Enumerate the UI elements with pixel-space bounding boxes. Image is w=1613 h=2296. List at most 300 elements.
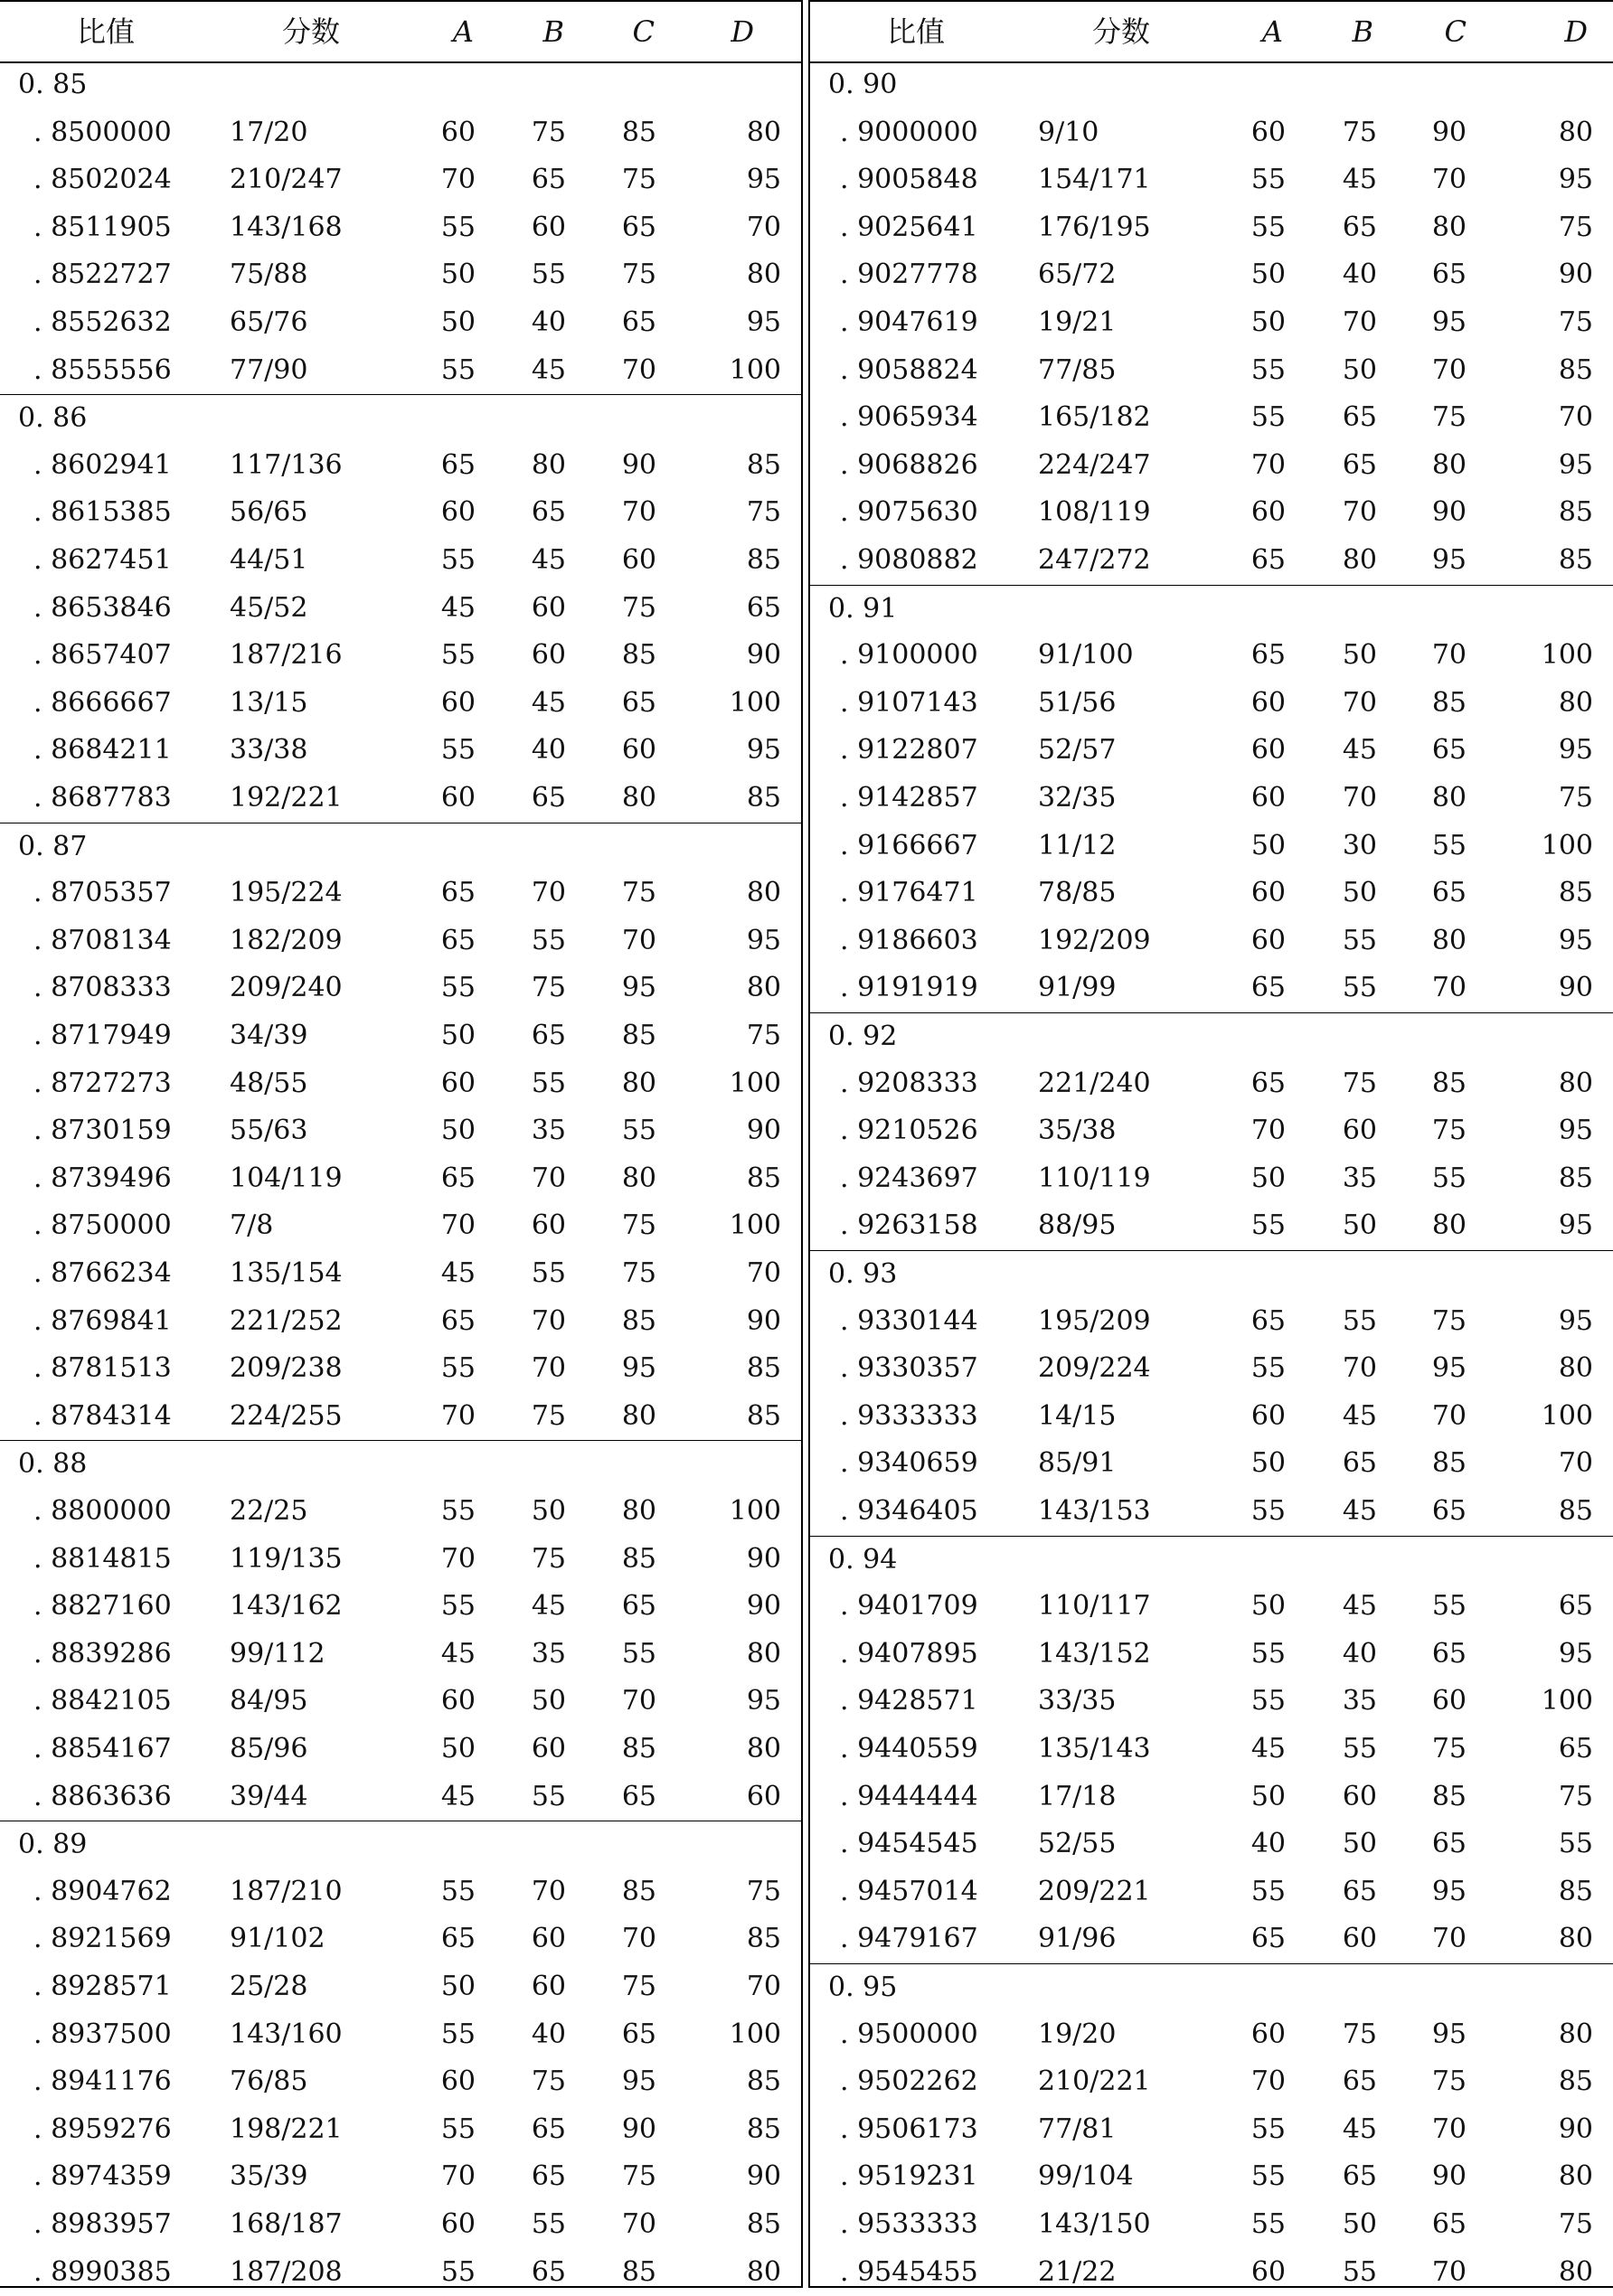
score-c: 65 <box>621 1780 656 1812</box>
fraction-value: 135/154 <box>230 1257 343 1289</box>
fraction-value: 51/56 <box>1038 686 1117 719</box>
ratio-value: . 8657407 <box>33 639 172 672</box>
score-a: 50 <box>440 259 476 291</box>
table-row <box>0 1536 801 1584</box>
score-a: 65 <box>1250 544 1286 576</box>
score-d: 100 <box>729 2018 781 2050</box>
score-a: 55 <box>440 1352 476 1385</box>
ratio-value: . 9500000 <box>840 2018 978 2050</box>
score-d: 75 <box>1558 2208 1593 2240</box>
table-row <box>0 1631 801 1679</box>
score-d: 85 <box>746 448 781 481</box>
ratio-value: . 8502024 <box>33 164 172 196</box>
score-b: 50 <box>1342 1209 1377 1242</box>
ratio-value: . 9454545 <box>840 1828 978 1860</box>
score-c: 80 <box>1431 924 1467 956</box>
score-a: 65 <box>1250 639 1286 672</box>
score-c: 75 <box>1431 1733 1467 1764</box>
fraction-value: 192/221 <box>230 782 343 814</box>
score-b: 65 <box>1342 448 1377 481</box>
ratio-value: . 9243697 <box>840 1162 978 1194</box>
group-label: 0. 92 <box>828 1021 898 1052</box>
ratio-value: . 9407895 <box>840 1637 978 1670</box>
score-a: 55 <box>440 353 476 386</box>
score-b: 35 <box>531 1115 566 1147</box>
score-d: 95 <box>1558 164 1593 196</box>
table-row <box>0 632 801 680</box>
score-b: 75 <box>1342 116 1377 148</box>
score-c: 75 <box>621 1209 656 1242</box>
score-d: 65 <box>1558 1590 1593 1623</box>
score-a: 50 <box>1250 1780 1286 1812</box>
score-a: 60 <box>1250 2255 1286 2288</box>
fraction-value: 45/52 <box>230 591 308 624</box>
score-c: 75 <box>1431 1304 1467 1337</box>
score-a: 55 <box>440 2018 476 2050</box>
score-d: 75 <box>746 496 781 529</box>
score-c: 90 <box>1431 116 1467 148</box>
score-d: 85 <box>746 2113 781 2145</box>
score-d: 85 <box>746 1162 781 1194</box>
ratio-value: . 8928571 <box>33 1971 172 2002</box>
score-d: 85 <box>1558 2065 1593 2098</box>
fraction-value: 11/12 <box>1038 829 1117 861</box>
ratio-value: . 9176471 <box>840 877 978 909</box>
ratio-value: . 8814815 <box>33 1542 172 1575</box>
table-row <box>0 965 801 1012</box>
fraction-value: 65/76 <box>230 306 308 338</box>
score-d: 80 <box>1558 1352 1593 1385</box>
score-b: 70 <box>531 1162 566 1194</box>
fraction-value: 168/187 <box>230 2208 343 2240</box>
score-a: 60 <box>440 1685 476 1717</box>
table-row <box>0 775 801 823</box>
fraction-value: 78/85 <box>1038 877 1117 909</box>
score-c: 95 <box>1431 1875 1467 1907</box>
score-a: 55 <box>440 2255 476 2288</box>
score-c: 70 <box>621 924 656 956</box>
table-row <box>810 1393 1613 1441</box>
fraction-value: 209/238 <box>230 1352 343 1385</box>
ratio-value: . 9346405 <box>840 1495 978 1527</box>
score-d: 75 <box>746 1020 781 1051</box>
fraction-value: 143/150 <box>1038 2208 1151 2240</box>
score-b: 65 <box>531 496 566 529</box>
score-d: 80 <box>1558 1067 1593 1099</box>
score-a: 70 <box>440 1542 476 1575</box>
score-b: 55 <box>531 259 566 291</box>
score-d: 85 <box>1558 353 1593 386</box>
fraction-value: 110/119 <box>1038 1162 1151 1194</box>
score-a: 55 <box>1250 1685 1286 1717</box>
score-a: 65 <box>440 1162 476 1194</box>
score-b: 75 <box>531 1542 566 1575</box>
group-label-row <box>810 585 1613 634</box>
ratio-value: . 8766234 <box>33 1257 172 1289</box>
fraction-value: 192/209 <box>1038 924 1151 956</box>
score-a: 65 <box>1250 972 1286 1004</box>
fraction-value: 224/255 <box>230 1399 343 1432</box>
score-b: 70 <box>1342 686 1377 719</box>
score-d: 65 <box>1558 1733 1593 1764</box>
score-a: 65 <box>440 448 476 481</box>
ratio-value: . 8990385 <box>33 2255 172 2288</box>
score-d: 80 <box>746 116 781 148</box>
score-b: 70 <box>531 1352 566 1385</box>
score-b: 70 <box>531 1304 566 1337</box>
score-b: 45 <box>531 544 566 576</box>
ratio-value: . 9027778 <box>840 259 978 291</box>
score-a: 55 <box>1250 164 1286 196</box>
score-c: 75 <box>1431 1115 1467 1147</box>
score-d: 80 <box>1558 2160 1593 2193</box>
score-a: 60 <box>440 2208 476 2240</box>
ratio-value: . 8784314 <box>33 1399 172 1432</box>
score-b: 40 <box>1342 259 1377 291</box>
score-a: 50 <box>440 306 476 338</box>
score-b: 50 <box>531 1685 566 1717</box>
score-c: 75 <box>621 2160 656 2193</box>
table-row <box>0 1012 801 1060</box>
score-a: 50 <box>1250 306 1286 338</box>
fraction-value: 110/117 <box>1038 1590 1151 1623</box>
fraction-value: 143/160 <box>230 2018 343 2050</box>
score-c: 95 <box>1431 544 1467 576</box>
ratio-value: . 8727273 <box>33 1067 172 1099</box>
score-c: 70 <box>1431 164 1467 196</box>
fraction-value: 99/112 <box>230 1637 325 1670</box>
score-d: 100 <box>1541 829 1593 861</box>
score-a: 55 <box>440 544 476 576</box>
score-a: 55 <box>440 1590 476 1623</box>
score-a: 60 <box>1250 924 1286 956</box>
table-header <box>810 2 1613 63</box>
score-a: 65 <box>440 1304 476 1337</box>
table-row <box>0 2249 801 2296</box>
score-a: 40 <box>1250 1828 1286 1860</box>
score-d: 85 <box>746 782 781 814</box>
table-row <box>0 1202 801 1250</box>
table-row <box>0 1963 801 2011</box>
score-c: 75 <box>1431 2065 1467 2098</box>
ratio-value: . 9533333 <box>840 2208 978 2240</box>
score-a: 50 <box>440 1733 476 1764</box>
fraction-value: 35/38 <box>1038 1115 1117 1147</box>
ratio-value: . 8863636 <box>33 1780 172 1812</box>
table-row <box>810 2011 1613 2059</box>
fraction-value: 25/28 <box>230 1971 308 2002</box>
score-d: 80 <box>746 972 781 1004</box>
fraction-value: 22/25 <box>230 1495 308 1527</box>
score-a: 45 <box>440 591 476 624</box>
table-row <box>0 2011 801 2059</box>
score-c: 75 <box>621 591 656 624</box>
ratio-value: . 8615385 <box>33 496 172 529</box>
table-row <box>0 727 801 775</box>
ratio-value: . 9065934 <box>840 401 978 434</box>
score-a: 65 <box>440 924 476 956</box>
score-d: 90 <box>746 2160 781 2193</box>
table-row <box>810 1631 1613 1679</box>
fraction-value: 143/153 <box>1038 1495 1151 1527</box>
ratio-value: . 9457014 <box>840 1875 978 1907</box>
score-b: 55 <box>1342 1733 1377 1764</box>
score-a: 50 <box>440 1020 476 1051</box>
score-a: 60 <box>440 496 476 529</box>
score-c: 70 <box>1431 2255 1467 2288</box>
fraction-value: 247/272 <box>1038 544 1151 576</box>
score-d: 75 <box>1558 306 1593 338</box>
score-d: 90 <box>1558 2113 1593 2145</box>
score-c: 80 <box>621 782 656 814</box>
score-d: 70 <box>746 1257 781 1289</box>
score-c: 70 <box>621 496 656 529</box>
score-a: 55 <box>1250 353 1286 386</box>
table-row <box>0 1583 801 1631</box>
score-b: 45 <box>531 1590 566 1623</box>
table-row <box>810 1107 1613 1155</box>
score-c: 65 <box>1431 877 1467 909</box>
score-b: 65 <box>1342 2160 1377 2193</box>
score-b: 50 <box>1342 639 1377 672</box>
score-a: 45 <box>440 1780 476 1812</box>
table-row <box>810 442 1613 490</box>
group-label-row <box>810 61 1613 109</box>
ratio-value: . 8705357 <box>33 877 172 909</box>
table-row <box>0 1726 801 1774</box>
score-d: 90 <box>1558 972 1593 1004</box>
score-a: 55 <box>440 2113 476 2145</box>
fraction-value: 13/15 <box>230 686 308 719</box>
score-a: 60 <box>1250 734 1286 767</box>
score-c: 80 <box>1431 211 1467 243</box>
table-row <box>0 442 801 490</box>
score-b: 65 <box>1342 1447 1377 1480</box>
score-b: 70 <box>531 1875 566 1907</box>
score-b: 60 <box>531 211 566 243</box>
score-d: 80 <box>746 2255 781 2288</box>
score-d: 60 <box>746 1780 781 1812</box>
table-row <box>0 917 801 965</box>
ratio-value: . 9075630 <box>840 496 978 529</box>
table-row <box>0 1393 801 1441</box>
score-c: 65 <box>621 211 656 243</box>
fraction-value: 182/209 <box>230 924 343 956</box>
score-b: 70 <box>1342 306 1377 338</box>
table-row <box>810 1868 1613 1916</box>
fraction-value: 135/143 <box>1038 1733 1151 1764</box>
fraction-value: 65/72 <box>1038 259 1117 291</box>
score-a: 60 <box>440 686 476 719</box>
score-d: 85 <box>746 1399 781 1432</box>
group-label-row <box>810 1012 1613 1061</box>
score-c: 75 <box>621 1971 656 2002</box>
score-b: 55 <box>531 924 566 956</box>
score-d: 80 <box>1558 116 1593 148</box>
score-d: 70 <box>746 1971 781 2002</box>
ratio-value: . 8739496 <box>33 1162 172 1194</box>
fraction-value: 52/55 <box>1038 1828 1117 1860</box>
score-b: 55 <box>531 1067 566 1099</box>
fraction-value: 210/221 <box>1038 2065 1151 2098</box>
score-a: 70 <box>440 1209 476 1242</box>
score-d: 70 <box>1558 1447 1593 1480</box>
score-c: 55 <box>621 1115 656 1147</box>
score-a: 60 <box>440 782 476 814</box>
score-b: 50 <box>1342 877 1377 909</box>
score-c: 75 <box>621 164 656 196</box>
score-d: 85 <box>746 1352 781 1385</box>
score-c: 75 <box>621 1257 656 1289</box>
group-label: 0. 85 <box>18 69 88 100</box>
score-b: 55 <box>531 1257 566 1289</box>
table-row <box>810 347 1613 395</box>
table-row <box>0 2201 801 2249</box>
table-row <box>0 2153 801 2201</box>
score-b: 60 <box>531 1733 566 1764</box>
score-d: 85 <box>1558 544 1593 576</box>
score-a: 60 <box>1250 496 1286 529</box>
group-label: 0. 91 <box>828 592 898 625</box>
header-a: A <box>1261 14 1283 49</box>
score-c: 60 <box>621 734 656 767</box>
score-d: 90 <box>746 1304 781 1337</box>
score-c: 80 <box>621 1399 656 1432</box>
table-row <box>810 1821 1613 1868</box>
table-row <box>810 1345 1613 1393</box>
score-b: 60 <box>531 1209 566 1242</box>
table-row <box>810 1155 1613 1203</box>
score-a: 60 <box>440 1067 476 1099</box>
ratio-value: . 8959276 <box>33 2113 172 2145</box>
group-label: 0. 86 <box>18 402 88 435</box>
fraction-value: 9/10 <box>1038 116 1099 148</box>
ratio-value: . 8684211 <box>33 734 172 767</box>
score-d: 85 <box>1558 877 1593 909</box>
fraction-value: 224/247 <box>1038 448 1151 481</box>
score-c: 95 <box>621 972 656 1004</box>
score-c: 85 <box>621 639 656 672</box>
score-b: 70 <box>531 877 566 909</box>
score-b: 55 <box>1342 972 1377 1004</box>
fraction-value: 198/221 <box>230 2113 343 2145</box>
table-row <box>0 347 801 395</box>
ratio-value: . 9080882 <box>840 544 978 576</box>
score-a: 55 <box>440 639 476 672</box>
fraction-value: 48/55 <box>230 1067 308 1099</box>
ratio-value: . 8839286 <box>33 1637 172 1670</box>
score-b: 55 <box>531 1780 566 1812</box>
fraction-value: 209/221 <box>1038 1875 1151 1907</box>
table-row <box>0 204 801 252</box>
fraction-value: 91/100 <box>1038 639 1134 672</box>
ratio-value: . 9005848 <box>840 164 978 196</box>
table-row <box>0 1345 801 1393</box>
score-b: 80 <box>531 448 566 481</box>
score-b: 40 <box>531 734 566 767</box>
ratio-value: . 9107143 <box>840 686 978 719</box>
ratio-value: . 9142857 <box>840 782 978 814</box>
ratio-value: . 9506173 <box>840 2113 978 2145</box>
fraction-value: 7/8 <box>230 1209 274 1242</box>
table-row <box>810 775 1613 823</box>
score-b: 40 <box>531 306 566 338</box>
score-c: 65 <box>621 686 656 719</box>
group-label-row <box>810 1536 1613 1585</box>
fraction-value: 99/104 <box>1038 2160 1134 2193</box>
score-d: 100 <box>729 1495 781 1527</box>
score-a: 65 <box>1250 1923 1286 1955</box>
score-a: 45 <box>440 1257 476 1289</box>
score-c: 70 <box>621 1685 656 1717</box>
score-d: 80 <box>1558 686 1593 719</box>
header-ratio: 比值 <box>887 14 946 49</box>
score-c: 80 <box>1431 782 1467 814</box>
ratio-value: . 8717949 <box>33 1020 172 1051</box>
score-a: 45 <box>440 1637 476 1670</box>
table-row <box>810 394 1613 442</box>
fraction-value: 85/96 <box>230 1733 308 1764</box>
score-d: 90 <box>746 639 781 672</box>
ratio-value: . 9166667 <box>840 829 978 861</box>
fraction-value: 84/95 <box>230 1685 308 1717</box>
score-b: 65 <box>1342 211 1377 243</box>
ratio-value: . 9122807 <box>840 734 978 767</box>
ratio-value: . 8800000 <box>33 1495 172 1527</box>
score-b: 65 <box>531 2255 566 2288</box>
ratio-value: . 8769841 <box>33 1304 172 1337</box>
table-row <box>0 1868 801 1916</box>
score-b: 40 <box>1342 1637 1377 1670</box>
ratio-value: . 8687783 <box>33 782 172 814</box>
fraction-value: 34/39 <box>230 1020 308 1051</box>
score-c: 80 <box>621 1067 656 1099</box>
score-a: 55 <box>1250 1875 1286 1907</box>
table-row <box>810 1583 1613 1631</box>
ratio-value: . 9502262 <box>840 2065 978 2098</box>
table-row <box>810 917 1613 965</box>
fraction-value: 209/240 <box>230 972 343 1004</box>
score-a: 70 <box>1250 1115 1286 1147</box>
score-d: 80 <box>746 1637 781 1670</box>
table-row <box>0 1060 801 1108</box>
fraction-value: 143/162 <box>230 1590 343 1623</box>
table-row <box>810 2106 1613 2154</box>
ratio-value: . 9210526 <box>840 1115 978 1147</box>
score-c: 55 <box>1431 1590 1467 1623</box>
score-a: 60 <box>1250 686 1286 719</box>
table-row <box>0 489 801 537</box>
score-a: 50 <box>1250 1447 1286 1480</box>
score-a: 60 <box>1250 877 1286 909</box>
ratio-value: . 9186603 <box>840 924 978 956</box>
header-fraction: 分数 <box>282 14 341 49</box>
ratio-value: . 9440559 <box>840 1733 978 1764</box>
ratio-value: . 8904762 <box>33 1875 172 1907</box>
score-d: 95 <box>1558 1115 1593 1147</box>
score-d: 75 <box>1558 211 1593 243</box>
score-b: 65 <box>531 1020 566 1051</box>
fraction-value: 76/85 <box>230 2065 308 2098</box>
ratio-value: . 8552632 <box>33 306 172 338</box>
ratio-value: . 9330357 <box>840 1352 978 1385</box>
right-panel <box>810 0 1613 2288</box>
score-c: 65 <box>1431 2208 1467 2240</box>
score-b: 70 <box>1342 782 1377 814</box>
ratio-value: . 8522727 <box>33 259 172 291</box>
score-d: 70 <box>746 211 781 243</box>
ratio-value: . 9263158 <box>840 1209 978 1242</box>
